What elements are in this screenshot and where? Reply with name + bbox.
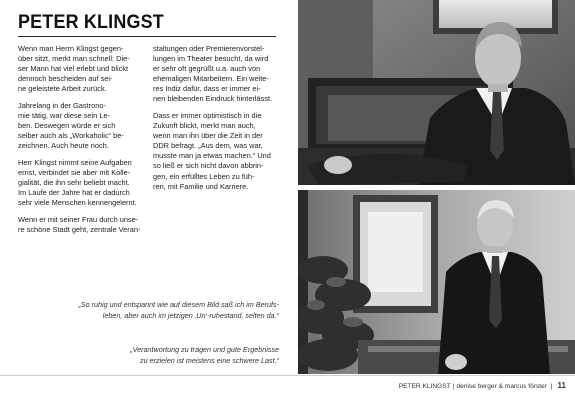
footer-separator: | [550, 383, 553, 390]
paragraph: Wenn man Herrn Klingst gegen- über sitzt, merkt man schnell: Die- ser Mann hat viel erlebt und blickt dennoch bescheiden auf sei- ne geleistete Arbeit zurück. [18, 44, 130, 94]
paragraph: Jahrelang in der Gastrono- mie tätig, war diese sein Le- ben. Deswegen würde er sich selber auch als „Workaholic“ be- zeichnen. Auch heute noch. [18, 100, 124, 151]
page-footer [399, 381, 566, 390]
paragraph: staltungen oder Premierenvorstel- lungen im Theater besucht, da wird er sehr oft gegrüßt u.a. auch von ehemaligen Mitarbeitern. Ein weite- res Indiz dafür, dass er immer ei- nen bleibenden Eindruck hinterlässt. [153, 44, 273, 104]
portrait-photo-standing [298, 190, 575, 374]
page-number: 11 [557, 381, 566, 390]
footer-authors: denise berger & marcus förster [456, 383, 547, 390]
footer-rule [0, 375, 575, 376]
portrait-photo-seated [298, 0, 575, 185]
page-title: PETER KLINGST [18, 11, 164, 33]
text-column-left [18, 44, 144, 241]
pull-quote-1: „So ruhig und entspannt wie auf diesem Bild saß ich im Berufs- leben, aber auch im jetzigen ‚Un‘-ruhestand, selten da.“ [78, 300, 279, 320]
footer-name: PETER KLINGST [398, 383, 451, 390]
paragraph: Wenn er mit seiner Frau durch unse- re schöne Stadt geht, zentrale Veran- [18, 214, 141, 234]
paragraph: Herr Klingst nimmt seine Aufgaben ernst, verbindet sie aber mit Kolle- gialität, die ihn sehr beliebt macht. Im Laufe der Jahre hat er dadurch sehr viele Menschen kennengelernt. [18, 157, 137, 208]
pull-quote-2: „Verantwortung zu tragen und gute Ergebnisse zu erzielen ist meistens eine schwere Last.“ [130, 345, 279, 365]
title-rule [18, 36, 276, 37]
footer-separator: | [452, 383, 455, 390]
text-column-right [153, 44, 281, 198]
paragraph: Dass er immer optimistisch in die Zukunft blickt, merkt man auch, wenn man ihn über die Zeit in der DDR befragt. „Aus dem, was war, musste man ja etwas machen.“ Und so ließ er sich nicht davon abbrin- gen, ein erfülltes Leben zu füh- ren, mit Familie und Karriere. [153, 110, 271, 191]
